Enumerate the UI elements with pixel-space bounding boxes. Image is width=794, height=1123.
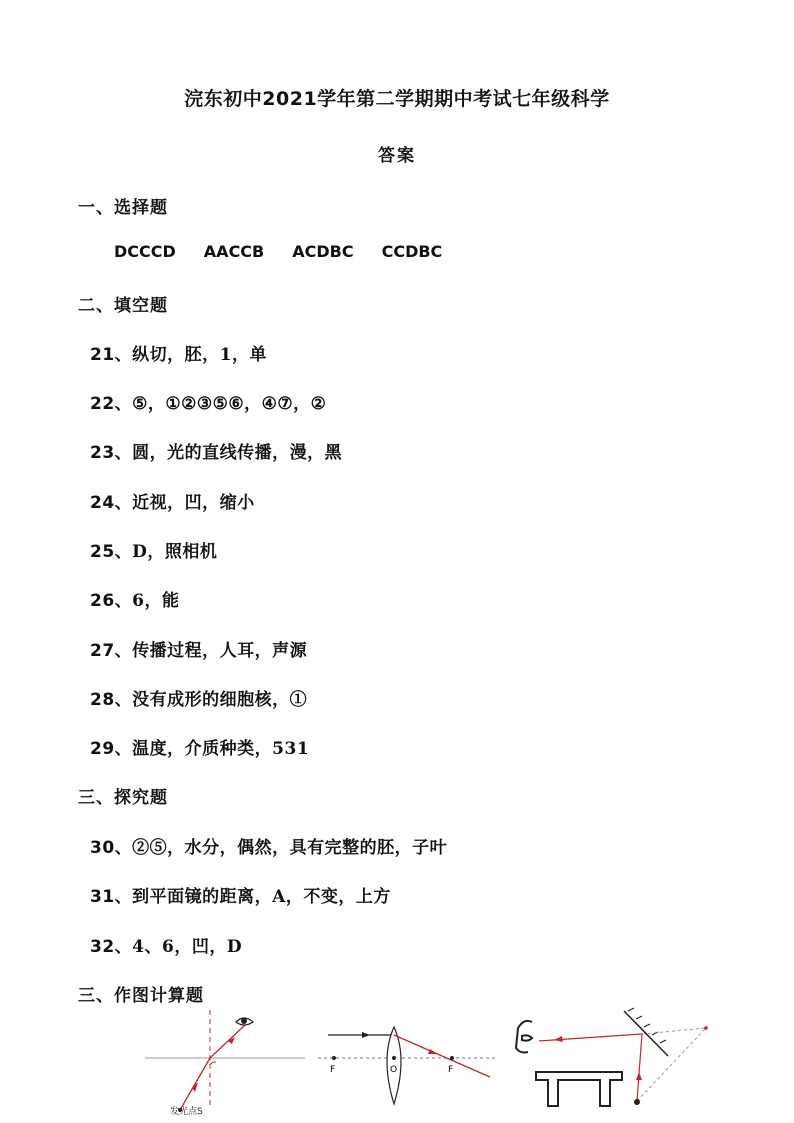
mirror-hatch [644,1024,650,1027]
section-heading-inquiry: 三、探究题 [78,788,168,808]
light-source-label: 发光点S [170,1107,203,1117]
virtual-image-dot [704,1026,708,1030]
focus-right-dot [450,1056,454,1060]
object-point-dot [634,1099,640,1105]
answer-28 [90,685,307,710]
answer-number: 26、 [90,591,133,611]
choice-answers [114,242,442,261]
answer-number: 23、 [90,443,133,463]
section-heading-drawing: 三、作图计算题 [78,986,204,1006]
answer-text: ②⑤，水分，偶然，具有完整的胚，子叶 [132,838,448,858]
mirror-hatch [660,1040,666,1043]
page-title: 浣东初中2021学年第二学期期中考试七年级科学 [184,88,610,110]
answer-text: ⑤，①②③⑤⑥，④⑦，② [132,394,327,414]
arrow-icon [636,1072,642,1080]
choice-group-4: CCDBC [381,242,443,261]
mirror-hatch [636,1016,642,1019]
choice-group-3: ACDBC [292,242,354,261]
answer-number: 28、 [90,690,133,710]
answer-text: 到平面镜的距离，A，不变，上方 [132,887,391,907]
answer-26 [90,586,180,611]
answer-number: 21、 [90,345,133,365]
refracted-ray [210,1025,245,1058]
mirror-diagram [506,1008,716,1118]
page-subtitle: 答案 [378,146,416,166]
image-construction-line [637,1028,706,1101]
eye-icon [516,1021,532,1053]
incident-ray [180,1058,210,1110]
answer-number: 29、 [90,739,133,759]
mirror-hatch [628,1008,634,1011]
incident-ray [637,1034,642,1101]
answer-24 [90,488,255,513]
answer-number: 24、 [90,493,133,513]
answer-text: 6，能 [132,591,180,611]
eye-pupil-icon [241,1018,247,1024]
answer-21 [90,340,267,365]
answer-number: 25、 [90,542,133,562]
answer-30 [90,833,447,858]
arrow-icon [362,1032,370,1038]
section-heading-fill: 二、填空题 [78,296,168,316]
section-heading-choice: 一、选择题 [78,198,168,218]
refraction-diagram [140,1010,310,1120]
answer-23 [90,438,342,463]
answer-number: 32、 [90,937,133,957]
focus-left-dot [332,1056,336,1060]
answer-31 [90,882,391,907]
choice-group-2: AACCB [203,242,265,261]
answer-32 [90,932,242,957]
virtual-ray-extension [642,1028,706,1034]
answer-text: 纵切，胚，1，单 [132,345,268,365]
plane-mirror [624,1011,668,1056]
optical-center-dot [392,1056,396,1060]
answer-number: 27、 [90,641,133,661]
answer-25 [90,537,217,562]
answer-27 [90,636,307,661]
lens-diagram [318,1022,498,1112]
table-shape [536,1072,622,1106]
answer-text: 温度，介质种类，531 [132,739,310,759]
answer-text: 近视，凹，缩小 [132,493,255,513]
arrow-icon [554,1036,563,1042]
answer-text: 传播过程，人耳，声源 [132,641,308,661]
answer-29 [90,734,309,759]
focus-left-label: F [330,1065,336,1075]
answer-text: D，照相机 [132,542,218,562]
answer-text: 没有成形的细胞核，① [132,690,308,710]
answer-number: 30、 [90,838,133,858]
refracted-ray [394,1035,490,1077]
answer-number: 22、 [90,394,133,414]
arrow-icon [428,1049,438,1054]
choice-group-1: DCCCD [114,242,176,261]
optical-center-label: O [390,1065,398,1075]
angle-arc [210,1062,216,1065]
answer-text: 圆，光的直线传播，漫，黑 [132,443,343,463]
focus-right-label: F [448,1065,454,1075]
answer-22 [90,389,326,414]
answer-text: 4、6，凹，D [132,937,243,957]
answer-number: 31、 [90,887,133,907]
